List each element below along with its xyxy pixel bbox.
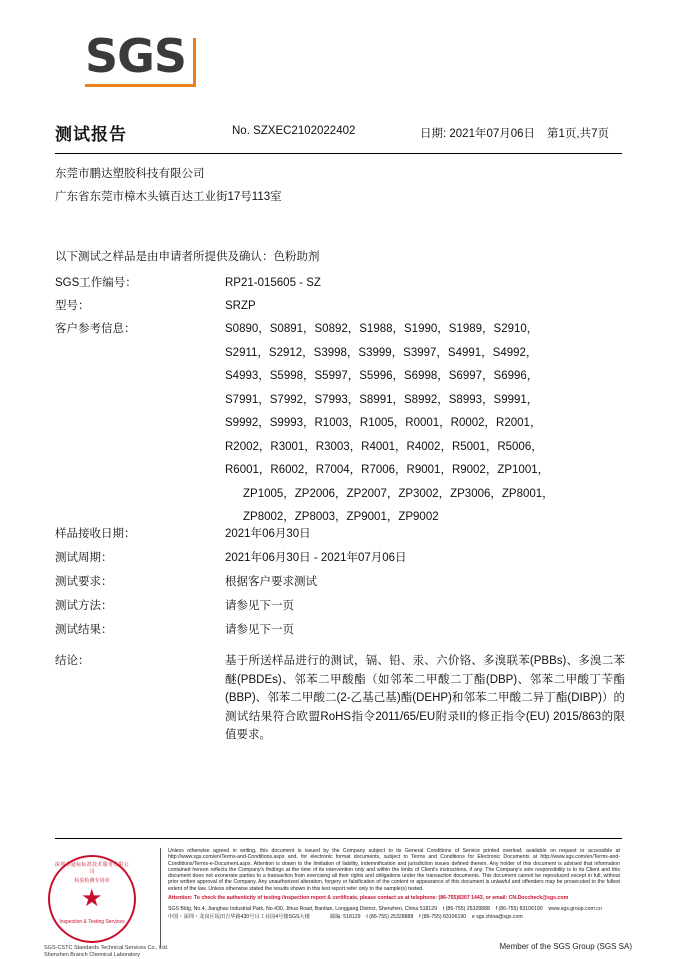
logo-underline bbox=[85, 84, 195, 87]
footer-address bbox=[168, 905, 620, 921]
reference-line: S2911，S2912，S3998，S3999，S3997，S4991，S4992， bbox=[225, 346, 538, 359]
address-chinese: 中国・深圳・龙岗区坂田吉华路430号目工业园4号楼SGS大楼 邮编: 518129 t (86-755) 25328888 f (86-755) 83106190 e sgs.china@sgs.com bbox=[168, 914, 523, 920]
stamp-top-text: 深圳市通标标准技术服务有限公司 bbox=[54, 862, 130, 875]
field-value-test-result: 请参见下一页 bbox=[225, 624, 294, 636]
official-stamp bbox=[44, 855, 169, 958]
reference-line: R2002，R3001，R3003，R4001，R4002，R5001，R5006， bbox=[225, 440, 543, 453]
field-label-test-requirement: 测试要求： bbox=[55, 576, 113, 588]
field-row bbox=[55, 295, 625, 318]
logo-tick bbox=[193, 38, 196, 87]
attention-notice: Attention: To check the authenticity of testing /inspection report & certificate, please contact us at telephone: (86-755)8307 1443, or email: CN.Doccheck@sgs.com bbox=[168, 895, 569, 902]
dates-list bbox=[55, 522, 625, 642]
field-label-job-no: SGS工作编号： bbox=[55, 277, 137, 289]
member-note: Member of the SGS Group (SGS SA) bbox=[499, 942, 632, 951]
company-name: 东莞市鹏达塑胶科技有限公司 bbox=[55, 168, 205, 180]
sgs-logo-text: SGS bbox=[85, 29, 187, 83]
footer-divider bbox=[55, 838, 622, 839]
field-row bbox=[55, 618, 625, 642]
field-value-receive-date: 2021年06月30日 bbox=[225, 528, 311, 540]
field-label-customer-reference: 客户参考信息： bbox=[55, 323, 136, 335]
sgs-logo bbox=[85, 29, 205, 94]
field-row bbox=[55, 272, 625, 295]
field-label-test-method: 测试方法： bbox=[55, 600, 113, 612]
field-label-conclusion: 结论： bbox=[55, 655, 90, 667]
footer-bracket bbox=[160, 848, 165, 948]
stamp-mid-text: 检验检测专用章 bbox=[74, 878, 110, 884]
page-title: 测试报告 bbox=[55, 125, 127, 144]
field-row bbox=[55, 594, 625, 618]
page-count: 第1页,共7页 bbox=[547, 128, 609, 140]
field-label-test-period: 测试周期： bbox=[55, 552, 113, 564]
reference-line: ZP8002，ZP8003，ZP9001，ZP9002 bbox=[243, 511, 439, 523]
field-value-job-no: RP21-015605 - SZ bbox=[225, 277, 321, 289]
star-icon: ★ bbox=[81, 885, 103, 912]
stamp-caption-line2: Shenzhen Branch Chemical Laboratory bbox=[44, 952, 141, 958]
stamp-caption bbox=[44, 945, 204, 959]
field-row-customer-reference bbox=[55, 318, 625, 530]
stamp-caption-line1: SGS-CSTC Standards Technical Services Co., Ltd. bbox=[44, 945, 169, 951]
field-label-test-result: 测试结果： bbox=[55, 624, 113, 636]
conclusion-text: 基于所送样品进行的测试，镉、铅、汞、六价铬、多溴联苯(PBBs)、多溴二苯醚(PBDEs)、邻苯二甲酸酯（如邻苯二甲酸二丁酯(DBP)、邻苯二甲酸丁苄酯(BBP)、邻苯二甲酸二(2-乙基己基)酯(DEHP)和邻苯二甲酸二异丁酯(DIBP)）的测试结果符合欧盟RoHS指令2011/65/EU附录II的修正指令(EU) 2015/863的限值要求。 bbox=[225, 655, 625, 741]
legal-text: Unless otherwise agreed in writing, this document is issued by the Company subject to its General Conditions of Service printed overleaf, available on request or accessible at http://www.sgs.com/en/Terms-and-Conditions.aspx and, for electronic format documents, subject to Terms and Conditions for Electronic Documents at http://www.sgs.com/en/Terms-and-Conditions/Terms-e-Document.aspx. Attention is drawn to the limitation of liability, indemnification and jurisdiction issues defined therein. Any holder of this document is advised that information contained hereon reflects the Company's findings at the time of its intervention only and within the limits of Client's instructions, if any. The Company's sole responsibility is to its Client and this document does not exonerate parties to a transaction from exercising all their rights and obligations under the transaction documents. This document cannot be reproduced except in full, without prior written approval of the Company. Any unauthorized alteration, forgery or falsification of the content or appearance of this document is unlawful and offenders may be prosecuted to the fullest extent of the law. Unless otherwise stated the results shown in this test report refer only to the sample(s) tested. bbox=[168, 848, 620, 892]
reference-line: S0890，S0891，S0892，S1988，S1990，S1989，S2910， bbox=[225, 323, 539, 335]
report-date: 日期: 2021年07月06日 bbox=[420, 128, 536, 140]
report-header bbox=[55, 120, 625, 146]
field-value-model: SRZP bbox=[225, 300, 256, 312]
field-value-test-period: 2021年06月30日 - 2021年07月06日 bbox=[225, 552, 407, 564]
stamp-bottom-text: Inspection & Testing Services bbox=[59, 919, 125, 925]
field-row bbox=[55, 570, 625, 594]
field-value-test-method: 请参见下一页 bbox=[225, 600, 294, 612]
reference-line: S9992，S9993，R1003，R1005，R0001，R0002，R2001， bbox=[225, 417, 542, 429]
address-english: SGS Bldg, No.4, Jianghao Industrial Park, No.430, Jihua Road, Bantian, Longgang District, Shenzhen, China 518129 t (86-755) 25328888 f (86-755) 83106190 www.sgs.group.com.cn bbox=[168, 906, 602, 912]
legal-disclaimer bbox=[168, 848, 620, 901]
customer-reference-list bbox=[225, 318, 554, 530]
conclusion-section bbox=[55, 652, 625, 745]
report-number: No. SZXEC2102022402 bbox=[232, 125, 356, 137]
field-label-receive-date: 样品接收日期： bbox=[55, 528, 136, 540]
header-divider bbox=[55, 153, 622, 154]
field-label-model: 型号： bbox=[55, 300, 90, 312]
sample-statement: 以下测试之样品是由申请者所提供及确认：色粉助剂 bbox=[55, 251, 320, 263]
reference-line: R6001，R6002，R7004，R7006，R9001，R9002，ZP1001， bbox=[225, 464, 550, 476]
company-address: 广东省东莞市樟木头镇百达工业街17号113室 bbox=[55, 191, 282, 203]
reference-line: S4993，S5998，S5997，S5996，S6998，S6997，S6996， bbox=[225, 370, 539, 382]
field-row bbox=[55, 522, 625, 546]
field-value-test-requirement: 根据客户要求测试 bbox=[225, 576, 317, 588]
field-list bbox=[55, 272, 625, 530]
reference-line: S7991，S7992，S7993，S8991，S8992，S8993，S9991， bbox=[225, 393, 539, 406]
reference-line: ZP1005，ZP2006，ZP2007，ZP3002，ZP3006，ZP8001， bbox=[243, 487, 554, 500]
field-row bbox=[55, 546, 625, 570]
